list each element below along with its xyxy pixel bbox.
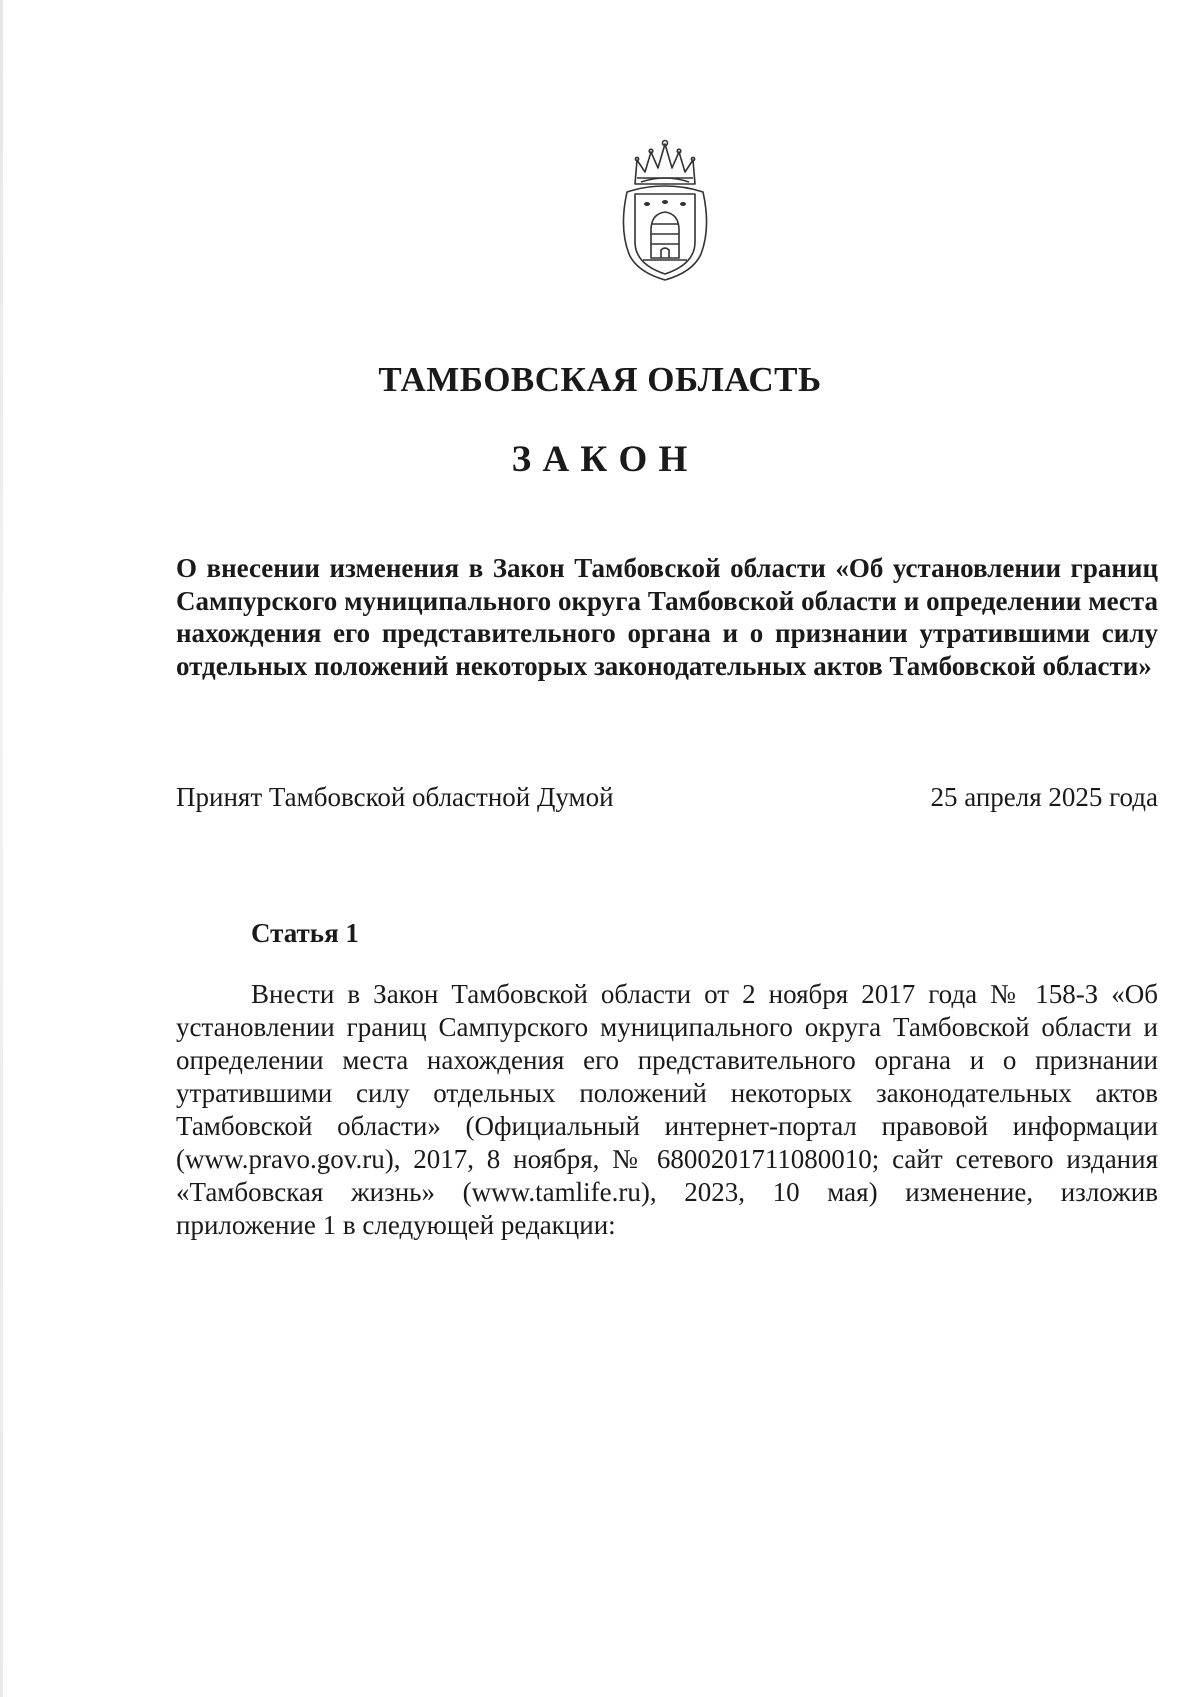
adoption-date: 25 апреля 2025 года: [930, 782, 1158, 812]
scan-edge: [0, 0, 3, 1697]
document-type-title: З А К О Н: [511, 439, 689, 480]
article-body: Внести в Закон Тамбовской области от 2 ноября 2017 года № 158-З «Об установлении границ Сампурского муниципального округа Тамбовской области и определении места нахождения его представительного органа и о признании утратившими силу отдельных положений некоторых законодательных актов Тамбовской области» (Официальный интернет-портал правовой информации (www.pravo.gov.ru), 2017, 8 ноября, № 6800201711080010; сайт сетевого издания «Тамбовская жизнь» (www.tamlife.ru), 2023, 10 мая) изменение, изложив приложение 1 в следующей редакции:: [176, 979, 1158, 1240]
article-heading: Статья 1: [251, 918, 359, 948]
tambov-coat-of-arms-icon: [615, 138, 715, 284]
region-title: ТАМБОВСКАЯ ОБЛАСТЬ: [378, 360, 822, 399]
law-subject-heading: О внесении изменения в Закон Тамбовской области «Об установлении границ Сампурского муниципального округа Тамбовской области и определении места нахождения его представительного органа и о признании утратившими силу отдельных положений некоторых законодательных актов Тамбовской области»: [176, 553, 1158, 681]
adopted-by: Принят Тамбовской областной Думой: [176, 782, 614, 812]
